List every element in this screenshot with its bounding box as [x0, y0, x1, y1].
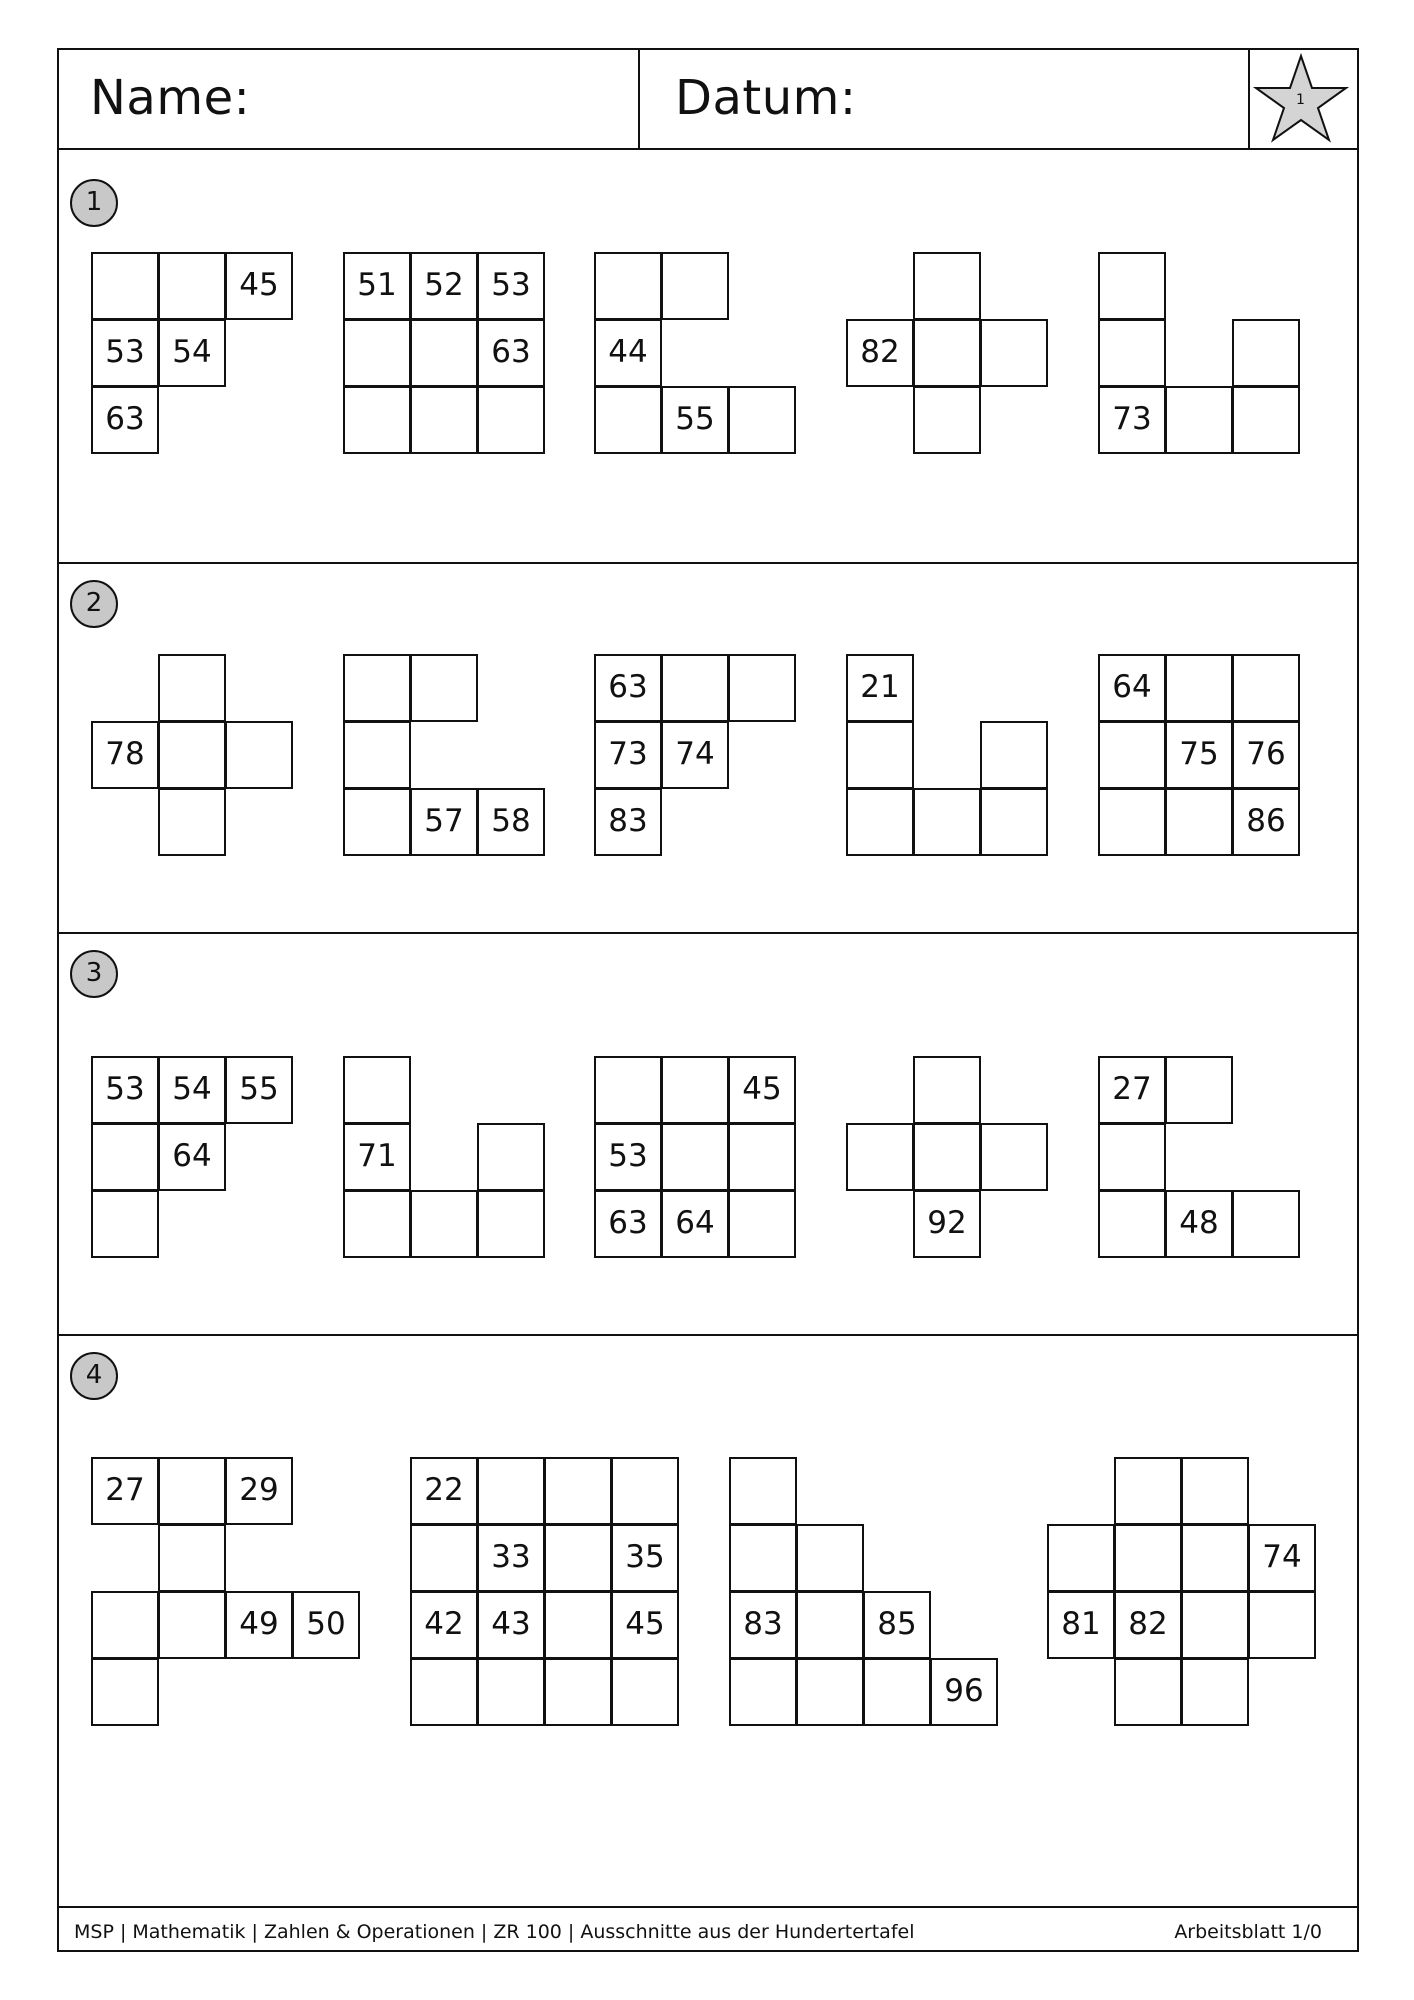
grid-cell	[913, 252, 981, 320]
grid-cell	[343, 1056, 411, 1124]
grid-cell	[158, 252, 226, 320]
grid-cell: 53	[477, 252, 545, 320]
grid-cell: 74	[661, 721, 729, 789]
grid-cell	[913, 319, 981, 387]
grid-cell	[594, 1056, 662, 1124]
section-separator-2	[57, 932, 1359, 934]
grid-cell: 44	[594, 319, 662, 387]
header-divider-1	[638, 48, 640, 148]
grid-cell: 64	[158, 1123, 226, 1191]
section-separator-1	[57, 562, 1359, 564]
grid-cell	[729, 1457, 797, 1525]
grid-cell	[594, 252, 662, 320]
grid-cell	[980, 1123, 1048, 1191]
star-number: 1	[1296, 92, 1305, 108]
grid-cell	[728, 386, 796, 454]
grid-cell: 45	[728, 1056, 796, 1124]
grid-cell: 85	[863, 1591, 931, 1659]
grid-cell	[1232, 319, 1300, 387]
grid-cell	[91, 252, 159, 320]
grid-cell	[1098, 252, 1166, 320]
task-number-3: 3	[70, 950, 118, 998]
grid-cell	[91, 1591, 159, 1659]
header-divider-2	[1248, 48, 1250, 148]
grid-cell	[1181, 1524, 1249, 1592]
grid-cell	[980, 319, 1048, 387]
grid-cell: 78	[91, 721, 159, 789]
grid-cell	[661, 654, 729, 722]
grid-cell: 53	[91, 1056, 159, 1124]
grid-cell	[544, 1658, 612, 1726]
grid-cell	[410, 1524, 478, 1592]
grid-cell: 58	[477, 788, 545, 856]
grid-cell: 45	[225, 252, 293, 320]
grid-cell	[863, 1658, 931, 1726]
task-number-4: 4	[70, 1352, 118, 1400]
grid-cell	[544, 1524, 612, 1592]
grid-cell	[477, 1457, 545, 1525]
grid-cell	[1098, 788, 1166, 856]
footer-right-text: Arbeitsblatt 1/0	[1174, 1921, 1322, 1943]
grid-cell	[410, 319, 478, 387]
grid-cell	[980, 721, 1048, 789]
grid-cell	[477, 1190, 545, 1258]
grid-cell	[846, 1123, 914, 1191]
grid-cell	[158, 1591, 226, 1659]
grid-cell	[1165, 386, 1233, 454]
grid-cell	[1114, 1524, 1182, 1592]
grid-cell	[158, 788, 226, 856]
grid-cell: 83	[594, 788, 662, 856]
grid-cell	[343, 654, 411, 722]
grid-cell: 71	[343, 1123, 411, 1191]
grid-cell: 92	[913, 1190, 981, 1258]
grid-cell	[410, 1190, 478, 1258]
grid-cell: 82	[846, 319, 914, 387]
grid-cell	[410, 386, 478, 454]
grid-cell	[1181, 1591, 1249, 1659]
grid-cell	[1165, 654, 1233, 722]
grid-cell	[611, 1457, 679, 1525]
grid-cell	[343, 721, 411, 789]
task-number-1: 1	[70, 179, 118, 227]
grid-cell: 42	[410, 1591, 478, 1659]
grid-cell	[846, 721, 914, 789]
grid-cell: 57	[410, 788, 478, 856]
grid-cell	[661, 252, 729, 320]
grid-cell	[913, 788, 981, 856]
task-number-2: 2	[70, 580, 118, 628]
grid-cell: 52	[410, 252, 478, 320]
grid-cell	[796, 1658, 864, 1726]
grid-cell	[477, 386, 545, 454]
grid-cell: 81	[1047, 1591, 1115, 1659]
grid-cell: 63	[594, 654, 662, 722]
grid-cell	[343, 1190, 411, 1258]
grid-cell: 75	[1165, 721, 1233, 789]
grid-cell: 53	[91, 319, 159, 387]
grid-cell	[1181, 1658, 1249, 1726]
grid-cell	[1232, 1190, 1300, 1258]
grid-cell: 55	[225, 1056, 293, 1124]
grid-cell	[728, 654, 796, 722]
grid-cell	[1248, 1591, 1316, 1659]
grid-cell	[91, 1123, 159, 1191]
grid-cell: 86	[1232, 788, 1300, 856]
grid-cell	[477, 1658, 545, 1726]
grid-cell	[980, 788, 1048, 856]
section-separator-3	[57, 1334, 1359, 1336]
grid-cell: 49	[225, 1591, 293, 1659]
grid-cell: 96	[930, 1658, 998, 1726]
grid-cell	[343, 386, 411, 454]
grid-cell: 63	[594, 1190, 662, 1258]
grid-cell	[158, 1457, 226, 1525]
grid-cell	[158, 721, 226, 789]
grid-cell	[343, 788, 411, 856]
grid-cell	[1098, 319, 1166, 387]
grid-cell: 51	[343, 252, 411, 320]
grid-cell: 76	[1232, 721, 1300, 789]
grid-cell	[410, 654, 478, 722]
grid-cell	[729, 1524, 797, 1592]
grid-cell	[846, 788, 914, 856]
grid-cell: 64	[1098, 654, 1166, 722]
grid-cell	[1232, 386, 1300, 454]
grid-cell: 83	[729, 1591, 797, 1659]
grid-cell: 21	[846, 654, 914, 722]
grid-cell	[158, 654, 226, 722]
grid-cell	[594, 386, 662, 454]
grid-cell: 64	[661, 1190, 729, 1258]
footer-separator	[57, 1906, 1359, 1908]
grid-cell	[661, 1056, 729, 1124]
grid-cell	[729, 1658, 797, 1726]
grid-cell: 27	[1098, 1056, 1166, 1124]
footer-left-text: MSP | Mathematik | Zahlen & Operationen | ZR 100 | Ausschnitte aus der Hundertertafel	[74, 1921, 915, 1943]
grid-cell	[728, 1190, 796, 1258]
name-label: Name:	[90, 70, 251, 126]
grid-cell: 45	[611, 1591, 679, 1659]
grid-cell	[1114, 1658, 1182, 1726]
grid-cell	[1098, 1190, 1166, 1258]
grid-cell: 82	[1114, 1591, 1182, 1659]
grid-cell: 50	[292, 1591, 360, 1659]
grid-cell	[91, 1658, 159, 1726]
grid-cell	[913, 386, 981, 454]
grid-cell	[611, 1658, 679, 1726]
grid-cell: 33	[477, 1524, 545, 1592]
grid-cell	[410, 1658, 478, 1726]
grid-cell: 63	[91, 386, 159, 454]
grid-cell	[1181, 1457, 1249, 1525]
grid-cell: 73	[1098, 386, 1166, 454]
grid-cell	[477, 1123, 545, 1191]
grid-cell	[1098, 721, 1166, 789]
grid-cell	[913, 1056, 981, 1124]
grid-cell	[796, 1524, 864, 1592]
grid-cell: 29	[225, 1457, 293, 1525]
grid-cell: 48	[1165, 1190, 1233, 1258]
grid-cell	[1114, 1457, 1182, 1525]
grid-cell: 43	[477, 1591, 545, 1659]
grid-cell	[728, 1123, 796, 1191]
grid-cell	[343, 319, 411, 387]
grid-cell: 22	[410, 1457, 478, 1525]
grid-cell: 53	[594, 1123, 662, 1191]
grid-cell	[1047, 1524, 1115, 1592]
grid-cell	[661, 1123, 729, 1191]
grid-cell: 54	[158, 1056, 226, 1124]
grid-cell	[225, 721, 293, 789]
date-label: Datum:	[675, 70, 857, 126]
grid-cell: 63	[477, 319, 545, 387]
grid-cell	[91, 1190, 159, 1258]
grid-cell	[796, 1591, 864, 1659]
grid-cell	[1232, 654, 1300, 722]
grid-cell: 35	[611, 1524, 679, 1592]
grid-cell	[913, 1123, 981, 1191]
grid-cell: 74	[1248, 1524, 1316, 1592]
grid-cell: 54	[158, 319, 226, 387]
grid-cell	[158, 1524, 226, 1592]
grid-cell	[1165, 788, 1233, 856]
grid-cell	[1098, 1123, 1166, 1191]
grid-cell: 73	[594, 721, 662, 789]
grid-cell: 27	[91, 1457, 159, 1525]
grid-cell	[1165, 1056, 1233, 1124]
grid-cell: 55	[661, 386, 729, 454]
grid-cell	[544, 1591, 612, 1659]
grid-cell	[544, 1457, 612, 1525]
header-bottom-line	[57, 148, 1359, 150]
